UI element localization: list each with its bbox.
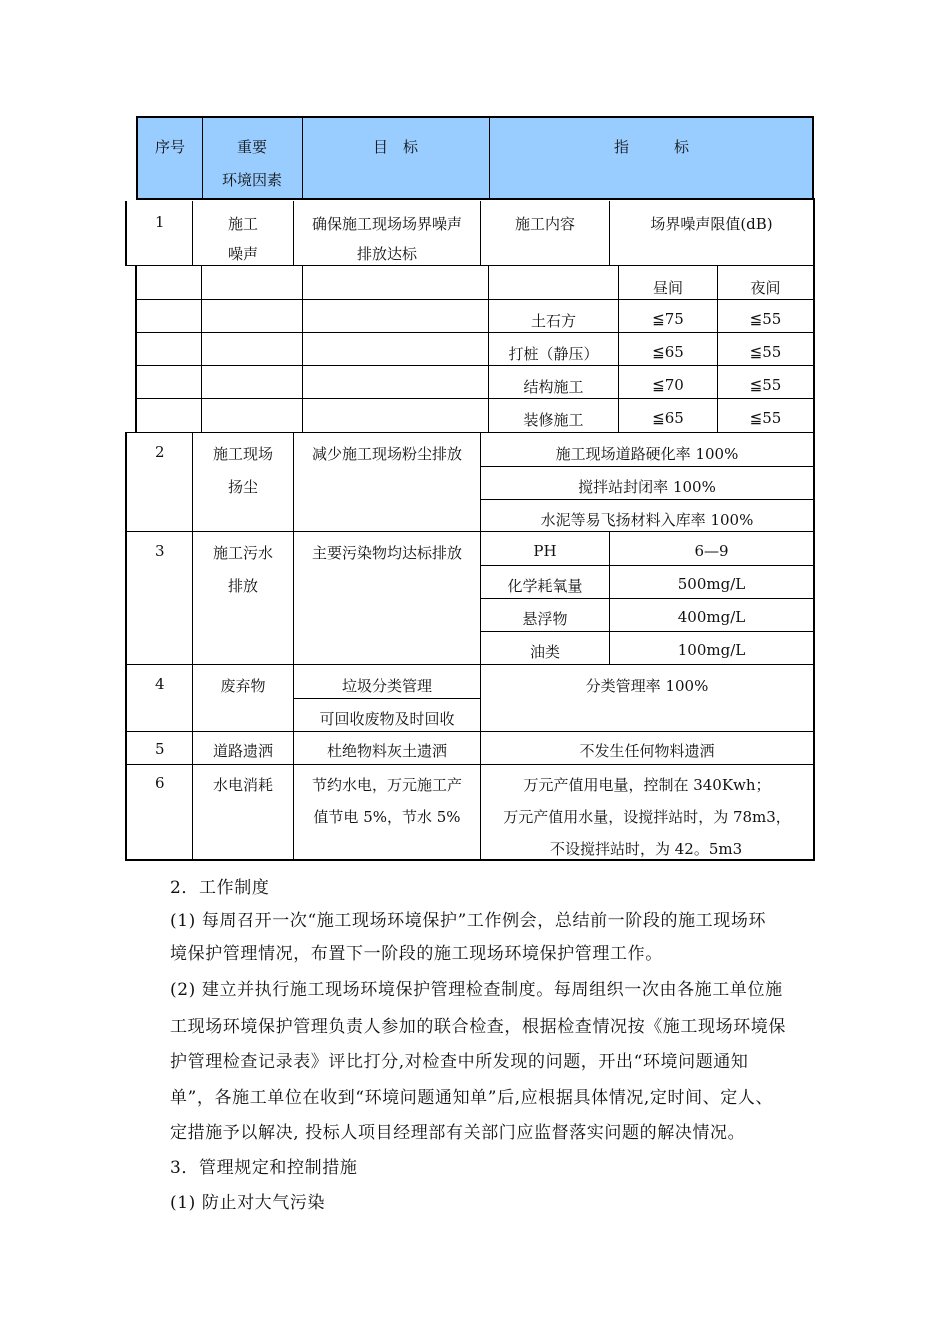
paragraph-1-line: (1) 每周召开一次“施工现场环境保护”工作例会，总结前一阶段的施工现场环: [170, 911, 767, 931]
row6-indicator-l2: 万元产值用水量，设搅拌站时，为 78m3，: [503, 808, 791, 826]
paragraph-1-line: 境保护管理情况，布置下一阶段的施工现场环境保护管理工作。: [170, 944, 663, 964]
document-page: 序号 重要 环境因素 目 标 指 标 1 施工 噪声 确保施工现场场界噪声 排放达标 施工内容 场界噪声限值(dB) 昼间 夜间 土石方 ≦75 ≦55 打桩（静压） ≦65 ≦55 结构施工 ≦70 ≦55 装修施工 ≦65 ≦55 2 施工现场 扬尘 减少施工现场粉尘排放 施工现场道路硬化率 100% 搅拌站封闭率 100% 水泥等易飞扬材料入库率 100% 3 施工污水 排放 主要污染物均达标排放 PH 6—9 化学耗氧量 500mg/L 悬浮物 400mg/L 油类 100mg/L 4 废弃物 垃圾分类管理 可回收废物及时回收 分类管理率 100% 5 道路遗洒 杜绝物料灰土遗洒 不发生任何物料遗洒 6 水电消耗 节约水电，万元施工产 值节电 5%，节水 5% 万元产值用电量，控制在 340Kwh； 万元产值用水量，设搅拌站时，为 78m3， 不设搅拌站时，为 42。5m3 2．工作制度 (1) 每周召开一次“施工现场环境保护”工作例会，总结前一阶段的施工现场环 境保护管理情况，布置下一阶段的施工现场环境保护管理工作。 (2) 建立并执行施工现场环境保护管理检查制度。每周组织一次由各施工单位施 工现场环境保护管理负责人参加的联合检查，根据检查情况按《施工现场环境保 护管理检查记录表》评比打分,对检查中所发现的问题，开出“环境问题通知 单”，各施工单位在收到“环境问题通知单”后,应根据具体情况,定时间、定人、 定措施予以解决, 投标人项目经理部有关部门应监督落实问题的解决情况。 3．管理规定和控制措施 (1) 防止对大气污染: [0, 0, 950, 1344]
paragraph-2-line: 单”，各施工单位在收到“环境问题通知单”后,应根据具体情况,定时间、定人、: [170, 1088, 774, 1108]
header-factor: 重要 环境因素: [202, 118, 303, 198]
row1-limit-header: 场界噪声限值(dB): [650, 215, 773, 233]
row1-target-l2: 排放达标: [356, 245, 417, 263]
row6-seq: 6: [155, 774, 165, 792]
row4-indicator: 分类管理率 100%: [585, 677, 709, 695]
row1-seq: 1: [155, 213, 165, 231]
row6-target-l2: 值节电 5%，节水 5%: [313, 808, 461, 826]
row6-factor: 水电消耗: [212, 776, 273, 794]
table-header: [136, 116, 814, 200]
row6-target-l1: 节约水电，万元施工产: [311, 776, 462, 794]
row1-factor-l2: 噪声: [227, 245, 258, 263]
row6-indicator-l1: 万元产值用电量，控制在 340Kwh；: [523, 776, 771, 794]
row2-factor-l2: 扬尘: [227, 478, 258, 496]
row4-factor: 废弃物: [220, 677, 266, 695]
row3-factor-l2: 排放: [227, 577, 258, 595]
row5-indicator: 不发生任何物料遗洒: [579, 742, 715, 760]
paragraph-2-line: 定措施予以解决, 投标人项目经理部有关部门应监督落实问题的解决情况。: [170, 1123, 746, 1143]
row1-content-header: 施工内容: [514, 215, 575, 233]
header-target: 目 标: [302, 118, 490, 198]
paragraph-3-line: (1) 防止对大气污染: [170, 1193, 326, 1213]
header-seq: 序号: [138, 118, 203, 198]
section-3-title: 3．管理规定和控制措施: [170, 1158, 358, 1178]
row2-target: 减少施工现场粉尘排放: [311, 445, 462, 463]
row2-seq: 2: [155, 443, 165, 461]
section-2-title: 2．工作制度: [170, 878, 270, 898]
row2-item: 施工现场道路硬化率 100%: [555, 445, 739, 463]
row1-factor-l1: 施工: [227, 215, 258, 233]
row4-target-l2: 可回收废物及时回收: [319, 710, 455, 728]
paragraph-2-line: 护管理检查记录表》评比打分,对检查中所发现的问题，开出“环境问题通知: [170, 1052, 749, 1072]
paragraph-2-line: (2) 建立并执行施工现场环境保护管理检查制度。每周组织一次由各施工单位施: [170, 980, 783, 1000]
row5-target: 杜绝物料灰土遗洒: [326, 742, 447, 760]
row2-factor-l1: 施工现场: [212, 445, 273, 463]
row2-item: 搅拌站封闭率 100%: [578, 478, 716, 496]
row3-seq: 3: [155, 542, 165, 560]
night-header: 夜间: [750, 279, 781, 297]
paragraph-2-line: 工现场环境保护管理负责人参加的联合检查，根据检查情况按《施工现场环境保: [170, 1017, 786, 1037]
row3-target: 主要污染物均达标排放: [311, 544, 462, 562]
row5-seq: 5: [155, 740, 165, 758]
day-header: 昼间: [652, 279, 683, 297]
row4-seq: 4: [155, 675, 165, 693]
row6-indicator-l3: 不设搅拌站时，为 42。5m3: [550, 840, 743, 858]
row3-factor-l1: 施工污水: [212, 544, 273, 562]
row4-target-l1: 垃圾分类管理: [341, 677, 432, 695]
row2-item: 水泥等易飞扬材料入库率 100%: [540, 511, 754, 529]
row5-factor: 道路遗洒: [212, 742, 273, 760]
header-indicator: 指 标: [613, 138, 689, 156]
row1-target-l1: 确保施工现场场界噪声: [311, 215, 462, 233]
